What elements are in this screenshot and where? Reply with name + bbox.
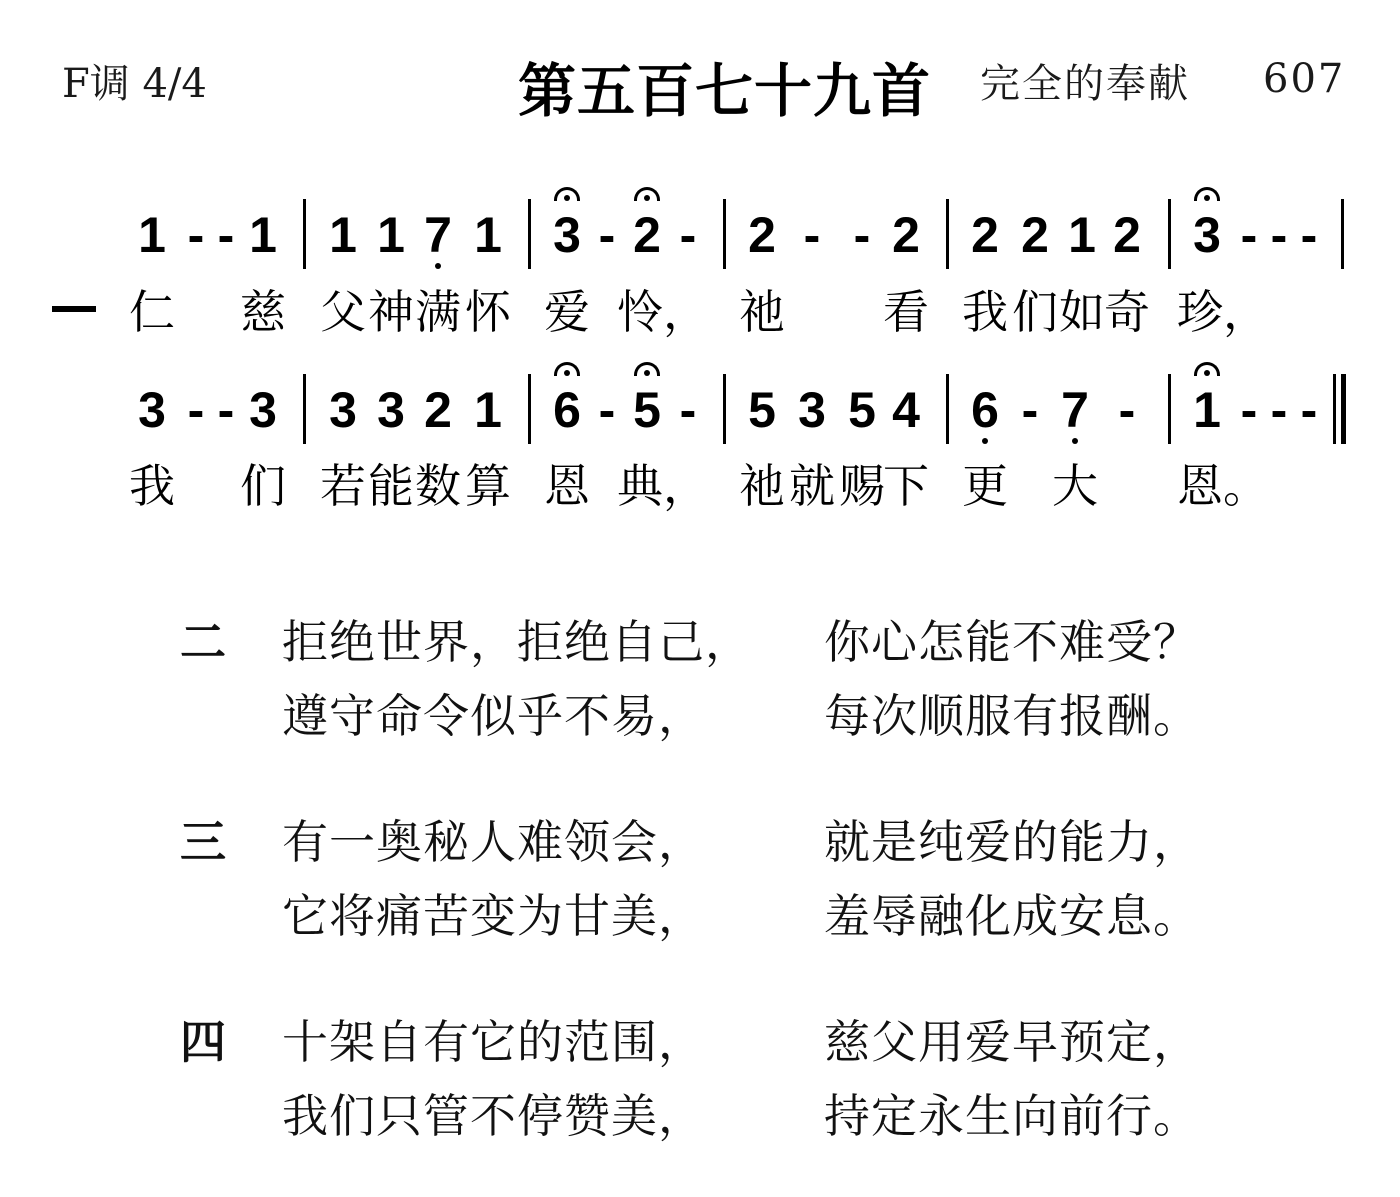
lyric-char: 慈 (240, 285, 286, 339)
lyric-char: 祂 (739, 459, 785, 513)
note: 1 (377, 207, 405, 263)
note-dash: - (187, 382, 205, 438)
lyric-char: 赐 (839, 459, 885, 513)
note: 5 (848, 382, 876, 438)
verse-line: 它将痛苦变为甘美， (282, 889, 705, 943)
lyric-char: 们 (1012, 285, 1058, 339)
lyric-char: 珍， (1177, 285, 1269, 339)
verse-number: 二 (180, 615, 226, 669)
barline (303, 374, 306, 444)
note: 3 (377, 382, 405, 438)
note: 1 (1068, 207, 1096, 263)
barline (946, 374, 949, 444)
note-dash: - (1240, 382, 1258, 438)
lyric-char: 数 (415, 459, 461, 513)
note-fermata: 5 (623, 380, 671, 440)
verse-line: 你心怎能不难受？ (824, 615, 1200, 669)
lyric-char: 满 (415, 285, 461, 339)
verse-number: 三 (180, 815, 226, 869)
note: 2 (748, 207, 776, 263)
verse-line: 遵守命令似乎不易， (282, 689, 705, 743)
lyric-char: 如 (1059, 285, 1105, 339)
note-fermata: 3 (543, 205, 591, 265)
lyric-char: 神 (368, 285, 414, 339)
note: 1 (138, 207, 166, 263)
note-dash: - (598, 382, 616, 438)
verse-line: 持定永生向前行。 (824, 1089, 1200, 1143)
lyric-char: 父 (320, 285, 366, 339)
lyric-char: 就 (789, 459, 835, 513)
note-dash: - (1118, 382, 1136, 438)
hymn-title: 第五百七十九首 (518, 57, 932, 125)
lyric-line-1 (0, 284, 1400, 344)
verse-line: 羞辱融化成安息。 (824, 889, 1200, 943)
note: 2 (1113, 207, 1141, 263)
note-dash: - (679, 207, 697, 263)
barline (528, 199, 531, 269)
note: 5 (748, 382, 776, 438)
note-fermata: 3 (1183, 205, 1231, 265)
lyric-char: 怀 (465, 285, 511, 339)
barline (946, 199, 949, 269)
note-dash: - (217, 207, 235, 263)
lyric-char: 更 (962, 459, 1008, 513)
hymn-subtitle: 完全的奉献 (980, 61, 1190, 107)
note: 4 (892, 382, 920, 438)
barline (528, 374, 531, 444)
note: 3 (329, 382, 357, 438)
lyric-char: 看 (883, 285, 929, 339)
verse-line: 就是纯爱的能力， (824, 815, 1200, 869)
lyric-char: 我 (129, 459, 175, 513)
lyric-char: 怜， (617, 285, 709, 339)
note-fermata: 6 (543, 380, 591, 440)
barline (303, 199, 306, 269)
note: 1 (249, 207, 277, 263)
note: 3 (798, 382, 826, 438)
note-dash: - (853, 207, 871, 263)
note: 1 (329, 207, 357, 263)
lyric-char: 们 (240, 459, 286, 513)
note-fermata: 1 (1183, 380, 1231, 440)
note-dash: - (598, 207, 616, 263)
note-low-octave: 7 (1051, 380, 1099, 440)
barline (1168, 199, 1171, 269)
note-dash: - (1021, 382, 1039, 438)
lyric-char: 大 (1052, 459, 1098, 513)
note: 3 (138, 382, 166, 438)
note: 2 (971, 207, 999, 263)
note-dash: - (217, 382, 235, 438)
note-dash: - (1270, 207, 1288, 263)
note: 1 (474, 207, 502, 263)
barline (723, 374, 726, 444)
lyric-char: 能 (368, 459, 414, 513)
note-dash: - (679, 382, 697, 438)
note-dash: - (1240, 207, 1258, 263)
verse-line: 十架自有它的范围， (282, 1015, 705, 1069)
note-low-octave: 6 (961, 380, 1009, 440)
verse-number: 四 (180, 1015, 226, 1069)
note: 2 (1021, 207, 1049, 263)
verse-line: 我们只管不停赞美， (282, 1089, 705, 1143)
lyric-char: 下 (883, 459, 929, 513)
lyric-char: 爱 (544, 285, 590, 339)
score-line-2 (0, 380, 1400, 450)
lyric-char: 我 (962, 285, 1008, 339)
final-barline (1333, 374, 1336, 444)
lyric-char: 奇 (1104, 285, 1150, 339)
page-number: 607 (1263, 56, 1346, 102)
barline (1168, 374, 1171, 444)
lyric-char: 祂 (739, 285, 785, 339)
note: 2 (892, 207, 920, 263)
note-dash: - (187, 207, 205, 263)
note: 3 (249, 382, 277, 438)
note-dash: - (803, 207, 821, 263)
lyric-line-2 (0, 458, 1400, 518)
lyric-char: 典， (617, 459, 709, 513)
note-low-octave: 7 (414, 205, 462, 265)
note-fermata: 2 (623, 205, 671, 265)
score-line-1 (0, 205, 1400, 275)
lyric-char: 仁 (129, 285, 175, 339)
verse-line: 每次顺服有报酬。 (824, 689, 1200, 743)
lyric-char: 恩 (544, 459, 590, 513)
key-signature: F调 4/4 (62, 61, 207, 107)
barline (1341, 199, 1344, 269)
note-dash: - (1300, 382, 1318, 438)
lyric-char: 恩。 (1177, 459, 1269, 513)
barline (723, 199, 726, 269)
lyric-char: 若 (320, 459, 366, 513)
note: 1 (474, 382, 502, 438)
verse-line: 有一奥秘人难领会， (282, 815, 705, 869)
note-dash: - (1270, 382, 1288, 438)
verse-line: 拒绝世界，拒绝自己， (282, 615, 752, 669)
note: 2 (424, 382, 452, 438)
verse-line: 慈父用爱早预定， (824, 1015, 1200, 1069)
lyric-char: 算 (465, 459, 511, 513)
note-dash: - (1300, 207, 1318, 263)
